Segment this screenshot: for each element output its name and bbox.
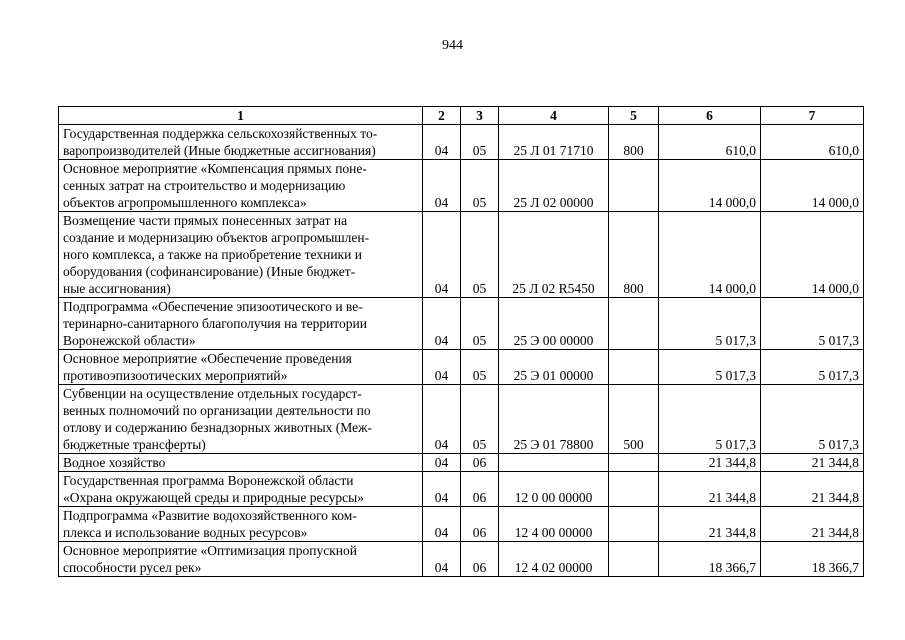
table-row <box>59 160 864 212</box>
amount-2019-cell: 5 017,3 <box>659 385 761 454</box>
table-row <box>59 298 864 350</box>
expense-type-cell: 800 <box>609 125 659 160</box>
target-article-cell: 25 Э 01 00000 <box>499 350 609 385</box>
column-header-1: 1 <box>59 107 423 125</box>
amount-2019-cell: 21 344,8 <box>659 472 761 507</box>
subsection-code-cell: 05 <box>461 125 499 160</box>
row-name-cell: Государственная программа Воронежской области «Охрана окружающей среды и природные ресурсы» <box>59 472 423 507</box>
row-name-cell: Основное мероприятие «Оптимизация пропускной способности русел рек» <box>59 542 423 577</box>
budget-table <box>58 106 864 577</box>
row-name-cell: Водное хозяйство <box>59 454 423 472</box>
amount-2020-cell: 5 017,3 <box>761 350 864 385</box>
amount-2020-cell: 610,0 <box>761 125 864 160</box>
row-name-cell: Основное мероприятие «Обеспечение проведения противоэпизоотических мероприятий» <box>59 350 423 385</box>
amount-2019-cell: 14 000,0 <box>659 212 761 298</box>
column-header-5: 5 <box>609 107 659 125</box>
row-name-cell: Субвенции на осуществление отдельных государст- венных полномочий по организации деятельности по отлову и содержанию безнадзорных животных (Меж- бюджетные трансферты) <box>59 385 423 454</box>
target-article-cell: 25 Э 01 78800 <box>499 385 609 454</box>
table-row <box>59 350 864 385</box>
column-header-6: 6 <box>659 107 761 125</box>
table-row <box>59 385 864 454</box>
target-article-cell: 25 Л 02 R5450 <box>499 212 609 298</box>
section-code-cell: 04 <box>423 542 461 577</box>
subsection-code-cell: 05 <box>461 160 499 212</box>
subsection-code-cell: 05 <box>461 298 499 350</box>
amount-2020-cell: 21 344,8 <box>761 454 864 472</box>
header-row <box>59 107 864 125</box>
target-article-cell <box>499 454 609 472</box>
amount-2020-cell: 5 017,3 <box>761 385 864 454</box>
expense-type-cell <box>609 350 659 385</box>
section-code-cell: 04 <box>423 298 461 350</box>
subsection-code-cell: 05 <box>461 212 499 298</box>
column-header-4: 4 <box>499 107 609 125</box>
amount-2019-cell: 21 344,8 <box>659 507 761 542</box>
expense-type-cell: 500 <box>609 385 659 454</box>
section-code-cell: 04 <box>423 472 461 507</box>
column-header-3: 3 <box>461 107 499 125</box>
subsection-code-cell: 05 <box>461 350 499 385</box>
amount-2020-cell: 18 366,7 <box>761 542 864 577</box>
expense-type-cell <box>609 542 659 577</box>
section-code-cell: 04 <box>423 160 461 212</box>
row-name-cell: Возмещение части прямых понесенных затрат на создание и модернизацию объектов агропромышлен- ного комплекса, а также на приобретение техники и оборудования (софинансирование) (Иные бюджет- ные ассигнования) <box>59 212 423 298</box>
amount-2020-cell: 21 344,8 <box>761 472 864 507</box>
target-article-cell: 25 Л 02 00000 <box>499 160 609 212</box>
amount-2019-cell: 18 366,7 <box>659 542 761 577</box>
expense-type-cell <box>609 507 659 542</box>
expense-type-cell: 800 <box>609 212 659 298</box>
expense-type-cell <box>609 160 659 212</box>
row-name-cell: Подпрограмма «Обеспечение эпизоотического и ве- теринарно-санитарного благополучия на территории Воронежской области» <box>59 298 423 350</box>
section-code-cell: 04 <box>423 454 461 472</box>
amount-2019-cell: 5 017,3 <box>659 298 761 350</box>
section-code-cell: 04 <box>423 385 461 454</box>
row-name-cell: Государственная поддержка сельскохозяйственных то- варопроизводителей (Иные бюджетные ассигнования) <box>59 125 423 160</box>
table-row <box>59 542 864 577</box>
table-body <box>59 125 864 577</box>
section-code-cell: 04 <box>423 212 461 298</box>
table-row <box>59 507 864 542</box>
expense-type-cell <box>609 472 659 507</box>
amount-2019-cell: 610,0 <box>659 125 761 160</box>
expense-type-cell <box>609 298 659 350</box>
column-header-2: 2 <box>423 107 461 125</box>
page-number: 944 <box>442 38 463 53</box>
expense-type-cell <box>609 454 659 472</box>
target-article-cell: 12 0 00 00000 <box>499 472 609 507</box>
subsection-code-cell: 06 <box>461 507 499 542</box>
table-row <box>59 454 864 472</box>
table-row <box>59 212 864 298</box>
subsection-code-cell: 06 <box>461 472 499 507</box>
table-row <box>59 125 864 160</box>
target-article-cell: 25 Э 00 00000 <box>499 298 609 350</box>
amount-2019-cell: 14 000,0 <box>659 160 761 212</box>
section-code-cell: 04 <box>423 350 461 385</box>
section-code-cell: 04 <box>423 507 461 542</box>
table-row <box>59 472 864 507</box>
subsection-code-cell: 05 <box>461 385 499 454</box>
amount-2020-cell: 14 000,0 <box>761 212 864 298</box>
target-article-cell: 25 Л 01 71710 <box>499 125 609 160</box>
row-name-cell: Подпрограмма «Развитие водохозяйственного ком- плекса и использование водных ресурсов» <box>59 507 423 542</box>
amount-2019-cell: 5 017,3 <box>659 350 761 385</box>
column-header-7: 7 <box>761 107 864 125</box>
amount-2020-cell: 5 017,3 <box>761 298 864 350</box>
amount-2020-cell: 14 000,0 <box>761 160 864 212</box>
section-code-cell: 04 <box>423 125 461 160</box>
amount-2020-cell: 21 344,8 <box>761 507 864 542</box>
amount-2019-cell: 21 344,8 <box>659 454 761 472</box>
target-article-cell: 12 4 00 00000 <box>499 507 609 542</box>
row-name-cell: Основное мероприятие «Компенсация прямых поне- сенных затрат на строительство и модернизацию объектов агропромышленного комплекса» <box>59 160 423 212</box>
subsection-code-cell: 06 <box>461 454 499 472</box>
subsection-code-cell: 06 <box>461 542 499 577</box>
target-article-cell: 12 4 02 00000 <box>499 542 609 577</box>
